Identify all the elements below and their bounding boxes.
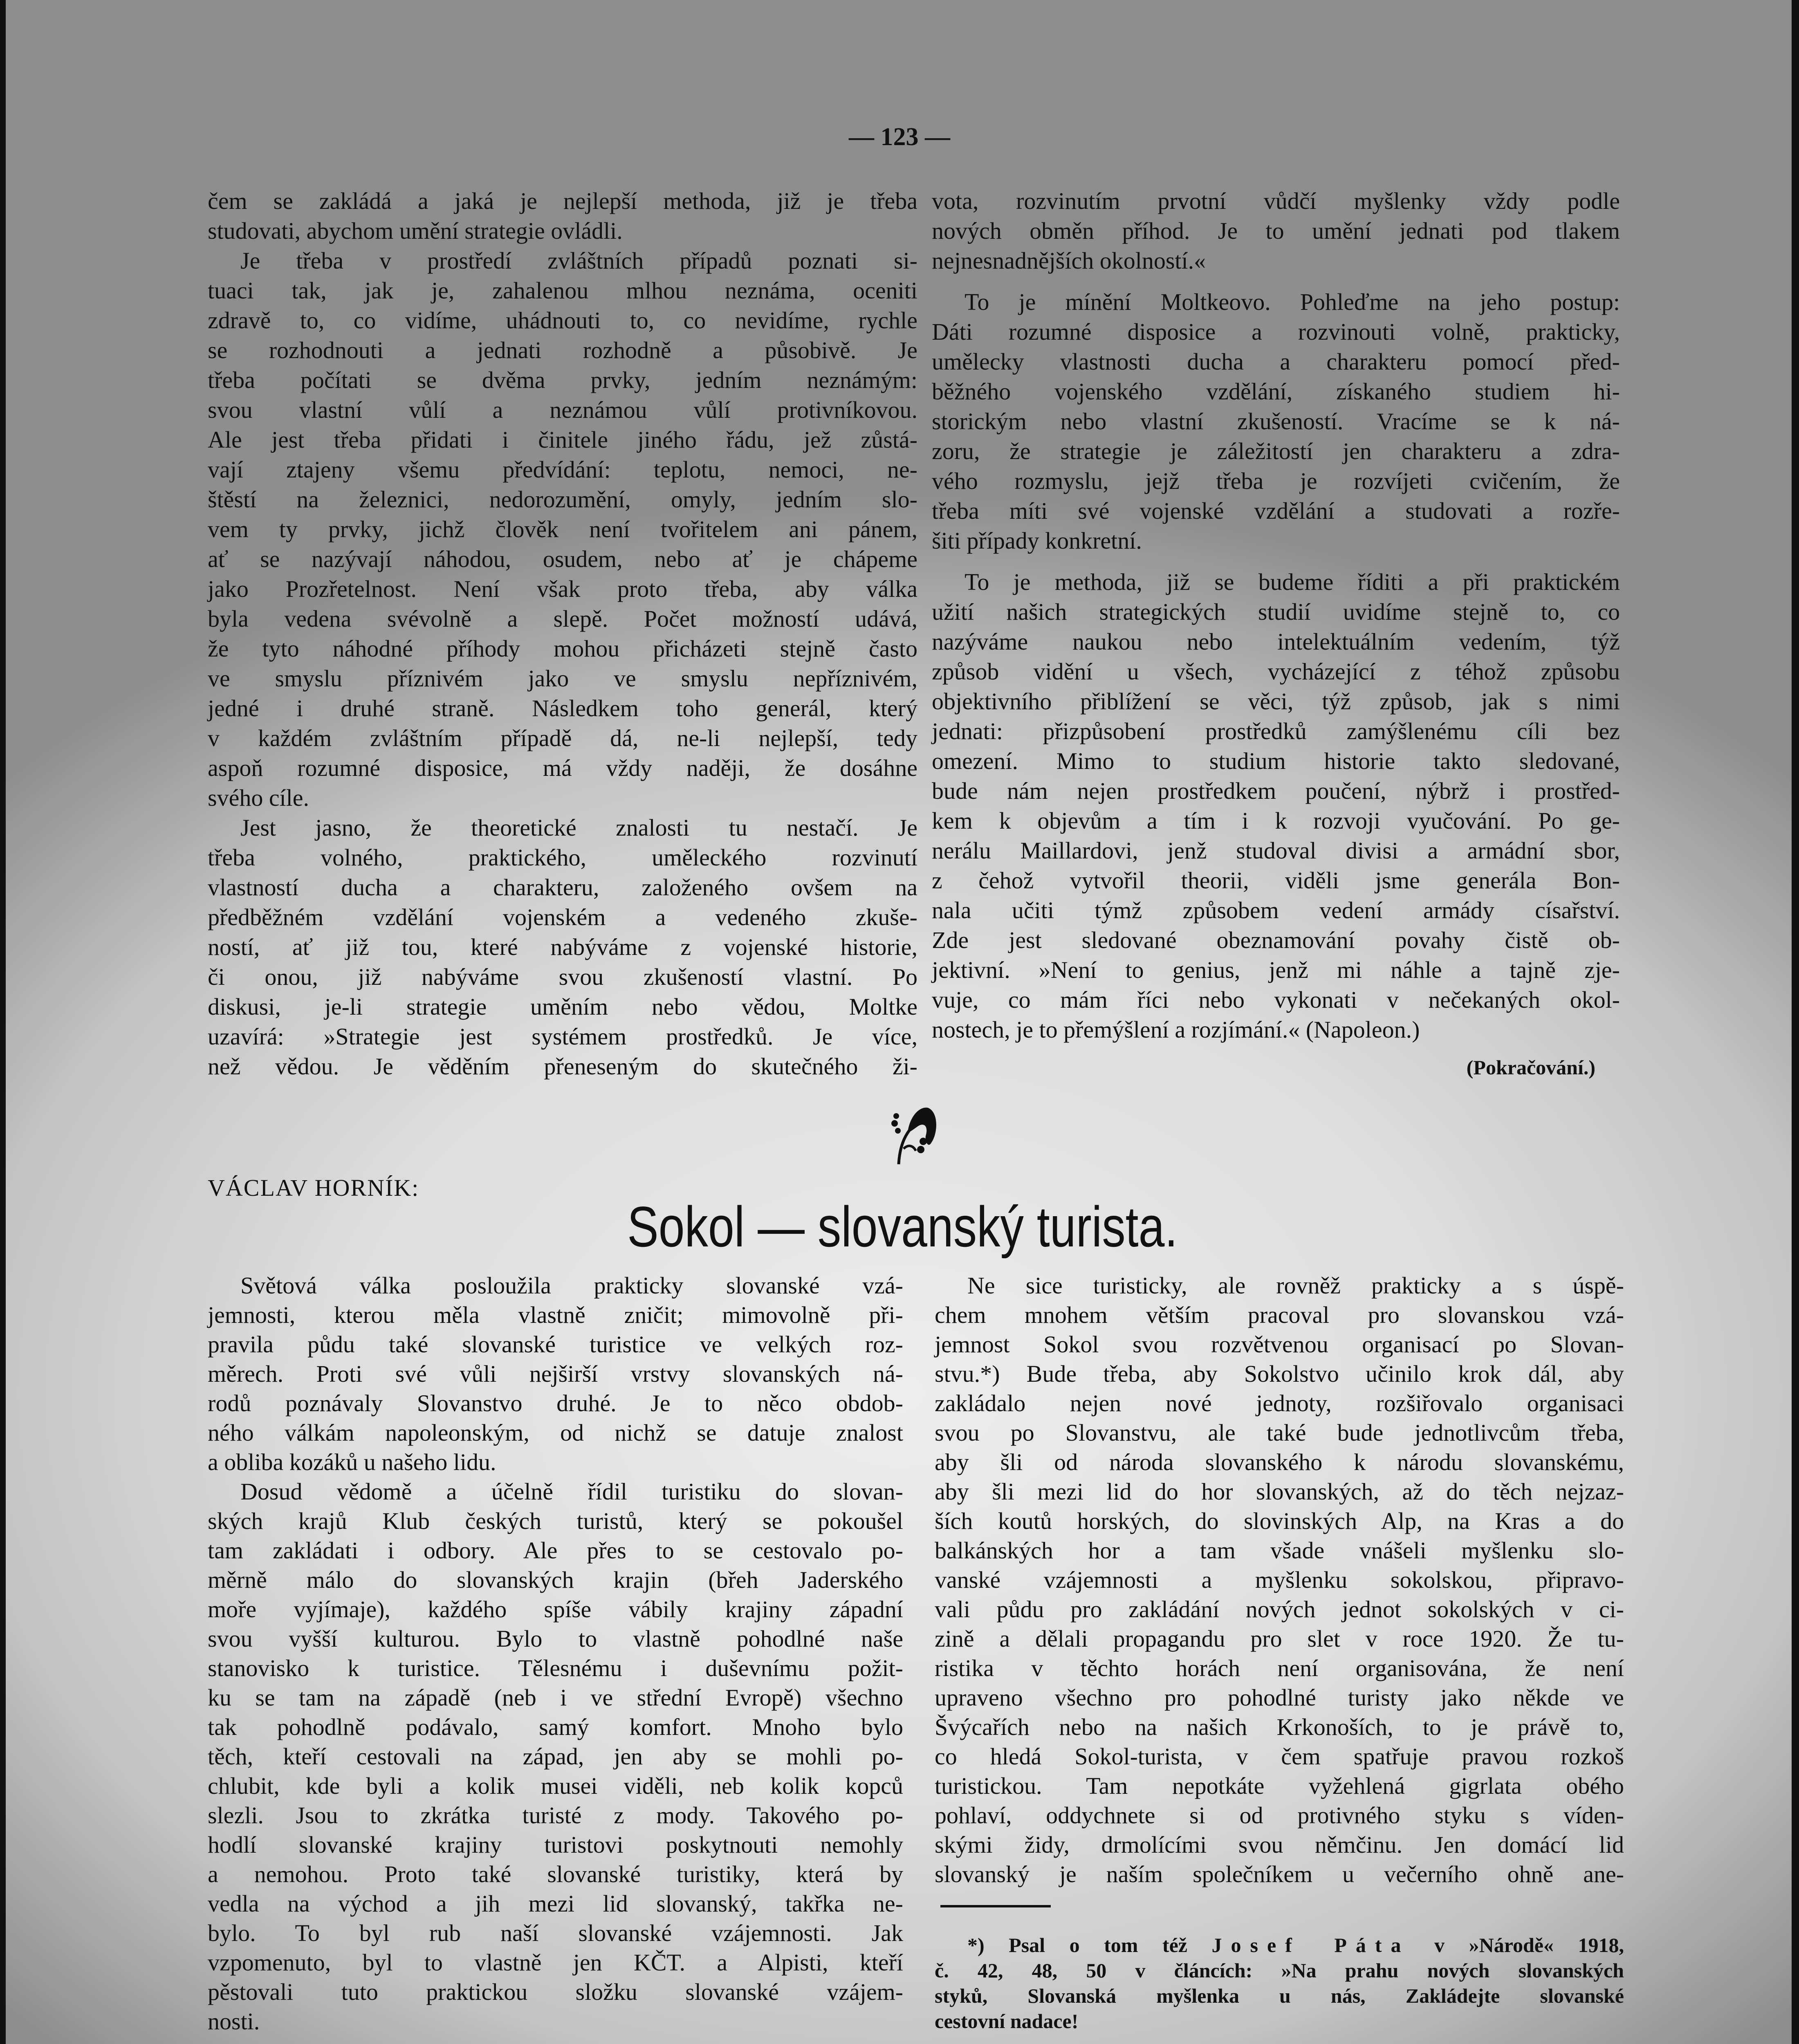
text-line: ve smyslu příznivém jako ve smyslu nepříznivém, — [208, 665, 917, 692]
text-line: ností, ať již tou, které nabýváme z vojenské historie, — [208, 934, 917, 960]
text-line: chlubit, kde byli a kolik musei viděli, neb kolik kopců — [208, 1773, 903, 1799]
text-line: třeba počítati se dvěma prvky, jedním neznámým: — [208, 367, 917, 393]
text-line: Dáti rozumné disposice a rozvinouti volně, prakticky, — [932, 318, 1620, 345]
text-line: vedla na východ a jih mezi lid slovanský, takřka ne- — [208, 1890, 903, 1917]
text-line: měrně málo do slovanských krajin (břeh Jaderského — [208, 1567, 903, 1593]
text-line: nostech, je to přemýšlení a rozjímání.« (Napoleon.) — [932, 1016, 1420, 1043]
text-line: pohlaví, oddychnete si od protivného styku s víden- — [935, 1802, 1624, 1829]
text-line: stanovisko k turistice. Tělesnému i duševnímu požit- — [208, 1655, 903, 1681]
text-line: jektivní. »Není to genius, jenž mi náhle a tajně zje- — [932, 957, 1620, 983]
text-line: vem ty prvky, jichž člověk není tvořitelem ani pánem, — [208, 516, 917, 542]
text-line: nových obměn příhod. Je to umění jednati pod tlakem — [932, 217, 1620, 244]
text-line: zoru, že strategie je záležitostí jen charakteru a zdra- — [932, 438, 1620, 464]
text-line: vuje, co mám říci nebo vykonati v nečekaných okol- — [932, 986, 1620, 1013]
text-line: v každém zvláštním případě dá, ne-li nejlepší, tedy — [208, 725, 917, 751]
text-line: Švýcařích nebo na našich Krkonoších, to je právě to, — [935, 1714, 1624, 1740]
text-line: vali půdu pro zakládání nových jednot sokolských v ci- — [935, 1596, 1624, 1623]
text-line: zakládalo nejen nové jednoty, rozšiřovalo organisaci — [935, 1390, 1624, 1416]
footnote-line — [935, 1932, 1624, 1958]
text-line: svou vlastní vůlí a neznámou vůlí protivníkovou. — [208, 397, 917, 423]
text-line: běžného vojenského vzdělání, získaného studiem hi- — [932, 378, 1620, 405]
text-line: rodů poznávaly Slovanstvo druhé. Je to něco obdob- — [208, 1390, 903, 1416]
footnote-line: č. 42, 48, 50 v článcích: »Na prahu nových slovanských — [935, 1959, 1624, 1982]
article2-left-column — [208, 1271, 903, 2036]
text-line: bylo. To byl rub naší slovanské vzájemnosti. Jak — [208, 1920, 903, 1946]
paragraph — [932, 186, 1620, 276]
text-line: jako Prozřetelnost. Není však proto třeba, aby válka — [208, 576, 917, 602]
text-line: chem mnohem větším pracoval pro slovanskou vzá- — [935, 1302, 1624, 1328]
footnote-text: v »Národě« 1918, — [1434, 1934, 1624, 1957]
text-line: měrech. Proti své vůli nejširší vrstvy slovanských ná- — [208, 1360, 903, 1387]
paragraph — [932, 287, 1620, 556]
text-line: upraveno všechno pro pohodlné turisty jako někde ve — [935, 1684, 1624, 1711]
text-line: Ale jest třeba přidati i činitele jiného řádu, jež zůstá- — [208, 426, 917, 453]
text-line: jednati: přizpůsobení prostředků zamýšlenému cíli bez — [932, 718, 1620, 744]
page-number: — 123 — — [849, 123, 950, 151]
text-line: a obliba kozáků u našeho lidu. — [208, 1449, 496, 1475]
text-line: předběžném vzdělání vojenském a vedeného zkuše- — [208, 904, 917, 930]
text-line: ristika v těchto horách není organisována, že není — [935, 1655, 1624, 1681]
text-line: štěstí na železnici, nedorozumění, omyly, jedním slo- — [208, 486, 917, 513]
text-line: To je methoda, již se budeme říditi a při praktickém — [965, 569, 1620, 595]
text-line: zdravě to, co vidíme, uhádnouti to, co nevidíme, rychle — [208, 307, 917, 334]
paragraph — [208, 186, 917, 246]
article1-right-column — [932, 186, 1620, 1044]
text-line: tak pohodlně podávalo, samý komfort. Mnoho bylo — [208, 1714, 903, 1740]
text-line: vlastností ducha a charakteru, založeného ovšem na — [208, 874, 917, 901]
text-line: a nemohou. Proto také slovanské turistiky, která by — [208, 1861, 903, 1887]
text-line: studovati, abychom umění strategie ovládli. — [208, 217, 623, 244]
article2-right-column — [935, 1271, 1624, 1889]
text-line: čem se zakládá a jaká je nejlepší methoda, již je třeba — [208, 188, 917, 214]
text-line: storickým nebo vlastní zkušeností. Vracíme se k ná- — [932, 408, 1620, 435]
floral-ornament-icon — [887, 1104, 940, 1165]
text-line: Jest jasno, že theoretické znalosti tu nestačí. Je — [240, 814, 917, 841]
text-line: Zde jest sledované obeznamování povahy čistě ob- — [932, 927, 1620, 953]
text-line: nerálu Maillardovi, jenž studoval divisi a armádní sbor, — [932, 837, 1620, 864]
paragraph — [208, 246, 917, 813]
text-line: nosti. — [208, 2008, 260, 2035]
text-line: zině a dělali propagandu pro slet v roce 1920. Že tu- — [935, 1625, 1624, 1652]
text-line: nejnesnadnějších okolností.« — [932, 247, 1206, 274]
text-line: aby šli mezi lid do hor slovanských, až do těch nejzaz- — [935, 1478, 1624, 1505]
text-line: těch, kteří cestovali na západ, jen aby se mohli po- — [208, 1743, 903, 1770]
text-line: či onou, již nabýváme svou zkušeností vlastní. Po — [208, 964, 917, 990]
text-line: uzavírá: »Strategie jest systémem prostředků. Je více, — [208, 1023, 917, 1050]
text-line: bude nám nejen prostředkem poučení, nýbrž i prostřed- — [932, 778, 1620, 804]
footnote-line: styků, Slovanská myšlenka u nás, Zakládejte slovanské — [935, 1984, 1624, 2007]
text-line: co hledá Sokol-turista, v čem spatřuje pravou rozkoš — [935, 1743, 1624, 1770]
paragraph — [932, 567, 1620, 1044]
footnote-divider — [940, 1905, 1051, 1907]
text-line: stvu.*) Bude třeba, aby Sokolstvo učinilo krok dál, aby — [935, 1360, 1624, 1387]
text-line: vají ztajeny všemu předvídání: teplotu, nemoci, ne- — [208, 456, 917, 483]
article-title: Sokol — slovanský turista. — [627, 1195, 1178, 1259]
text-line: jemnosti, kterou měla vlastně zničit; mimovolně při- — [208, 1302, 903, 1328]
text-line: vanské vzájemnosti a myšlenku sokolskou, připravo- — [935, 1567, 1624, 1593]
text-line: To je mínění Moltkeovo. Pohleďme na jeho postup: — [965, 289, 1620, 315]
text-line: šiti případy konkretní. — [932, 527, 1142, 554]
text-line: svou vyšší kulturou. Bylo to vlastně pohodlné naše — [208, 1625, 903, 1652]
text-line: Světová válka posloužila prakticky slovanské vzá- — [240, 1272, 903, 1299]
text-line: skými židy, drmolícími svou němčinu. Jen domácí lid — [935, 1831, 1624, 1858]
paragraph — [935, 1271, 1624, 1889]
text-line: způsob vidění u všech, vycházející z téhož způsobu — [932, 658, 1620, 685]
text-line: než vědou. Je věděním přeneseným do skutečného ži- — [208, 1053, 917, 1080]
text-line: že tyto náhodné příhody mohou přicházeti stejně často — [208, 635, 917, 662]
text-line: objektivního přiblížení se věci, týž způsob, jak s nimi — [932, 688, 1620, 715]
text-line: moře vyjímaje), každého spíše vábily krajiny západní — [208, 1596, 903, 1623]
text-line: ských krajů Klub českých turistů, který se pokoušel — [208, 1508, 903, 1534]
text-line: balkánských hor a tam všade vnášeli myšlenku slo- — [935, 1537, 1624, 1564]
text-line: Dosud vědomě a účelně řídil turistiku do slovan- — [240, 1478, 903, 1505]
text-line: jemnost Sokol svou rozvětvenou organisací po Slovan- — [935, 1331, 1624, 1358]
text-line: Ne sice turisticky, ale rovněž prakticky a s úspě- — [967, 1272, 1624, 1299]
text-line: aspoň rozumné disposice, má vždy naději, že dosáhne — [208, 755, 917, 781]
paragraph — [208, 1271, 903, 1477]
text-line: ších koutů horských, do slovinských Alp, na Kras a do — [935, 1508, 1624, 1534]
text-line: slezli. Jsou to zkrátka turisté z mody. Takového po- — [208, 1802, 903, 1829]
footnote-text: *) Psal o tom též — [967, 1934, 1187, 1957]
text-line: diskusi, je-li strategie uměním nebo vědou, Moltke — [208, 993, 917, 1020]
text-line: užití našich strategických studií uvidíme stejně to, co — [932, 598, 1620, 625]
text-line: kem k objevům a tím i k rozvoji vyučování. Po ge- — [932, 807, 1620, 834]
text-line: tam zakládati i odbory. Ale přes to se cestovalo po- — [208, 1537, 903, 1564]
text-line: omezení. Mimo to studium historie takto sledované, — [932, 748, 1620, 774]
text-line: vota, rozvinutím prvotní vůdčí myšlenky vždy podle — [932, 188, 1620, 214]
text-line: umělecky vlastnosti ducha a charakteru pomocí před- — [932, 348, 1620, 375]
article1-left-column — [208, 186, 917, 1081]
text-line: třeba míti své vojenské vzdělání a studovati a rozře- — [932, 498, 1620, 524]
text-line: se rozhodnouti a jednati rozhodně a působivě. Je — [208, 337, 917, 363]
text-line: nala učiti týmž způsobem vedení armády císařství. — [932, 897, 1620, 923]
text-line: ného válkám napoleonským, od nichž se datuje znalost — [208, 1419, 903, 1446]
text-line: tuaci tak, jak je, zahalenou mlhou neznáma, oceniti — [208, 277, 917, 304]
text-line: pravila půdu také slovanské turistice ve velkých roz- — [208, 1331, 903, 1358]
text-line: svého cíle. — [208, 784, 310, 811]
author-name: VÁCLAV HORNÍK: — [208, 1174, 419, 1201]
footnote — [935, 1932, 1624, 2034]
text-line: aby šli od národa slovanského k národu slovanskému, — [935, 1449, 1624, 1475]
text-line: slovanský je naším společníkem u večerního ohně ane- — [935, 1861, 1624, 1887]
footnote-author-name: Josef Páta — [1211, 1934, 1410, 1957]
text-line: hodlí slovanské krajiny turistovi poskytnouti nemohly — [208, 1831, 903, 1858]
text-line: pěstovali tuto praktickou složku slovanské vzájem- — [208, 1979, 903, 2005]
text-line: vzpomenuto, byl to vlastně jen KČT. a Alpisti, kteří — [208, 1949, 903, 1976]
text-line: Je třeba v prostředí zvláštních případů poznati si- — [240, 247, 917, 274]
continuation-note: (Pokračování.) — [1466, 1056, 1595, 1079]
text-line: byla vedena svévolně a slepě. Počet možností udává, — [208, 605, 917, 632]
text-line: jedné i druhé straně. Následkem toho generál, který — [208, 695, 917, 722]
paragraph — [208, 1477, 903, 2036]
paragraph — [208, 813, 917, 1081]
text-line: třeba volného, praktického, uměleckého rozvinutí — [208, 844, 917, 871]
text-line: z čehož vytvořil theorii, viděli jsme generála Bon- — [932, 867, 1620, 894]
text-line: svou po Slovanstvu, ale také bude jednotlivcům třeba, — [935, 1419, 1624, 1446]
text-line: turistickou. Tam nepotkáte vyžehlená gigrlata obého — [935, 1773, 1624, 1799]
text-line: nazýváme naukou nebo intelektuálním vedením, týž — [932, 628, 1620, 655]
text-line: ku se tam na západě (neb i ve střední Evropě) všechno — [208, 1684, 903, 1711]
footnote-line: cestovní nadace! — [935, 2010, 1079, 2033]
text-line: vého rozmyslu, jejž třeba je rozvíjeti cvičením, že — [932, 468, 1620, 494]
text-line: ať se nazývají náhodou, osudem, nebo ať je chápeme — [208, 546, 917, 572]
